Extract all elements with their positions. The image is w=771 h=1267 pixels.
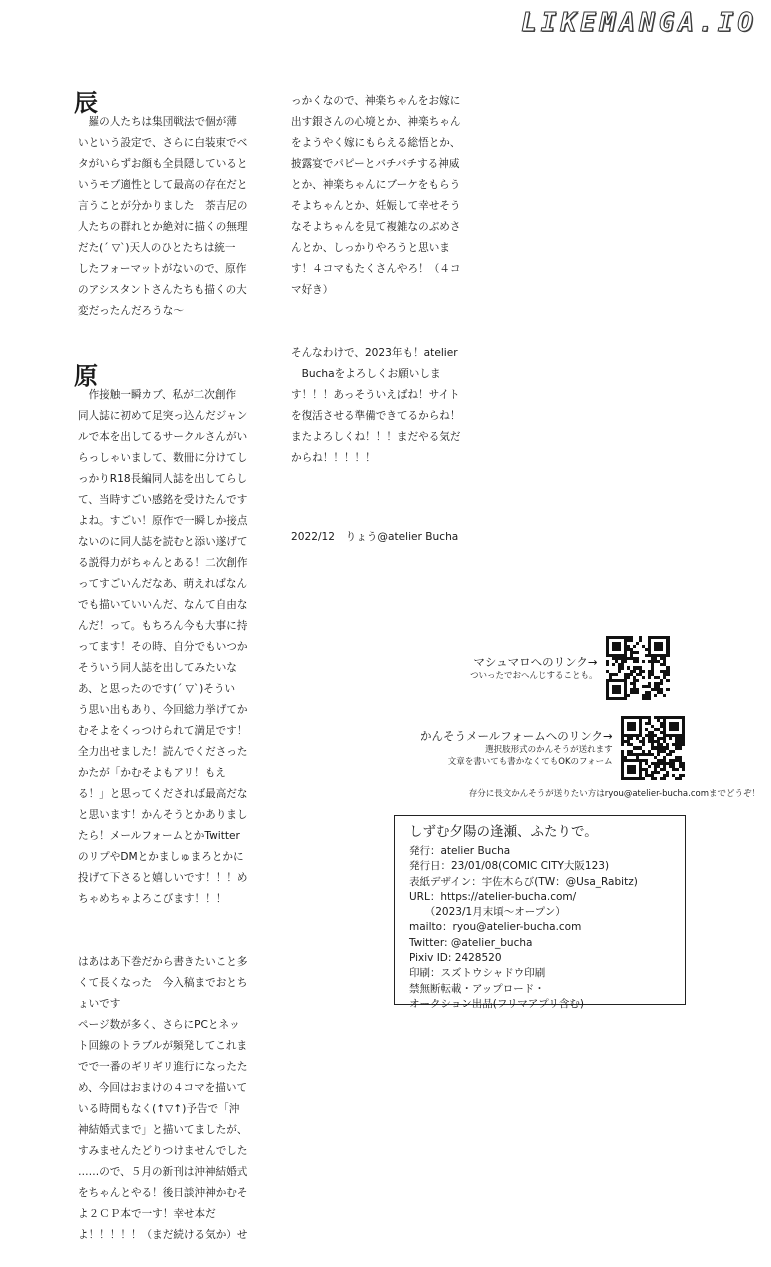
mailform-link-note-2: 文章を書いても書かなくてもOKのフォーム: [447, 757, 613, 767]
colophon-line: 印刷：スズトウシャドウ印刷: [409, 967, 546, 980]
afterword-left-column: [74, 70, 278, 1267]
paragraph-closing: そんなわけで、2023年も！atelier Buchaをよろしくお願いしま す！！！あっそういえばね！サイト を復活させる準備できてるからね！ またよろしくね！！！まだやる気だ からね！！！！！: [291, 347, 461, 464]
book-title: しずむ夕陽の逢瀬、ふたりで。: [409, 824, 598, 840]
qr-code-icon[interactable]: [621, 716, 685, 780]
colophon-line: Twitter: @atelier_bucha: [409, 936, 533, 949]
paragraph-2: [74, 361, 278, 910]
qr-code-icon[interactable]: [606, 636, 670, 700]
colophon-line: （2023/1月末頃〜オープン）: [409, 906, 566, 919]
colophon-line: mailto：ryou@atelier-bucha.com: [409, 921, 582, 934]
colophon-line: 表紙デザイン：宇佐木らび(TW：@Usa_Rabitz): [409, 875, 638, 888]
colophon-line: Pixiv ID: 2428520: [409, 952, 502, 965]
drop-cap: 辰: [74, 88, 98, 117]
colophon-box: [394, 815, 686, 1010]
marshmallow-link-note: ついったでおへんじすることも。: [470, 671, 598, 681]
paragraph-text: 羅の人たちは集団戦法で個が薄 いという設定で、さらに白装束でベ タがいらずお顔も全員隠していると いうモブ適性として最高の存在だと 言うことが分かりました 荼吉尼の 人たちの群れとか絶対に描くの無理 だた(´ ▽`)天人のひとたちは統一 したフォーマットがないので、原作 のアシスタントさんたちも描くの大 変だったんだろうな〜: [78, 116, 248, 317]
colophon-line: 発行：atelier Bucha: [409, 845, 511, 857]
marshmallow-link-block: [470, 636, 670, 700]
colophon-line: 禁無断転載・アップロード・: [409, 982, 545, 995]
mailform-link-block: [420, 716, 685, 780]
marshmallow-link-label: マシュマロへのリンク→: [473, 655, 598, 669]
watermark: LIKEMANGA.IO: [521, 8, 757, 38]
colophon-line: オークション出品(フリマアプリ含む): [409, 997, 584, 1010]
paragraph-text: 作接触一瞬カブ、私が二次創作 同人誌に初めて足突っ込んだジャン ルで本を出してるサークルさんがい らっしゃいまして、数冊に分けてし っかりR18長編同人誌を出してらし て、当時すごい感銘を受けたんです よね。すごい！原作で一瞬しか接点 ないのに同人誌を読むと添い遂げて る説得力がちゃんとある！二次創作 ってすごいんだなあ、萌えればなん でも描いていいんだ、なんて自由な んだ！って。もちろん今も大事に持 ってます！その時、自分でもいつか そういう同人誌を出してみたいな あ、と思ったのです(´ ▽`)そうい う思い出もあり、今回総力挙げてか むそよをくっつけられて満足です！ 全力出せました！読んでくださった かたが「かむそよもアリ！もえ る！」と思ってくだされば最高だな と思います！かんそうとかありまし たら！メールフォームとかTwitter のリプやDMとかましゅまろとかに 投げて下さると嬉しいです！！！め ちゃめちゃよろこびます！！！: [78, 389, 248, 905]
colophon-line: 発行日：23/01/08(COMIC CITY大阪123): [409, 860, 610, 873]
colophon-line: URL：https://atelier-bucha.com/: [409, 890, 577, 903]
mailform-link-note: 選択肢形式のかんそうが送れます: [485, 745, 613, 755]
paragraph-1: [74, 88, 278, 322]
mailform-link-label: かんそうメールフォームへのリンク→: [420, 729, 613, 743]
paragraph-continued: っかくなので、神楽ちゃんをお嫁に 出す銀さんの心境とか、神楽ちゃん をようやく嫁にもらえる総悟とか、 披露宴でパピーとバチバチする神威 とか、神楽ちゃんにブーケをもらう そよちゃんとか、妊娠して幸せそう なそよちゃんを見て複雑なのぶめさ んとか、しっかりやろうと思いま す！４コマもたくさんやろ！（４コ マ好き）: [291, 95, 461, 296]
afterword-right-column: [291, 70, 471, 569]
drop-cap: 原: [74, 361, 98, 390]
signature: 2022/12 りょう@atelier Bucha: [291, 531, 459, 543]
paragraph-3: はあはあ下巻だから書きたいこと多 くて長くなった 今入稿までおとち ょいです ページ数が多く、さらにPCとネッ ト回線のトラブルが頻発してこれま でで一番のギリギリ進行になったた め、今回はおまけの４コマを描いて いる時間もなく(↑▽↑)予告で「沖 神結婚式まで」と描いてましたが、 すみませんたどりつけませんでした ……ので、５月の新刊は沖神結婚式 をちゃんとやる！後日談沖神かむそ よ２ＣＰ本で一す！幸せ本だ よ！！！！！（まだ続ける気か）せ: [78, 956, 248, 1241]
contact-note: 存分に長文かんそうが送りたい方はryou@atelier-bucha.comまでどうぞ！: [468, 789, 760, 799]
